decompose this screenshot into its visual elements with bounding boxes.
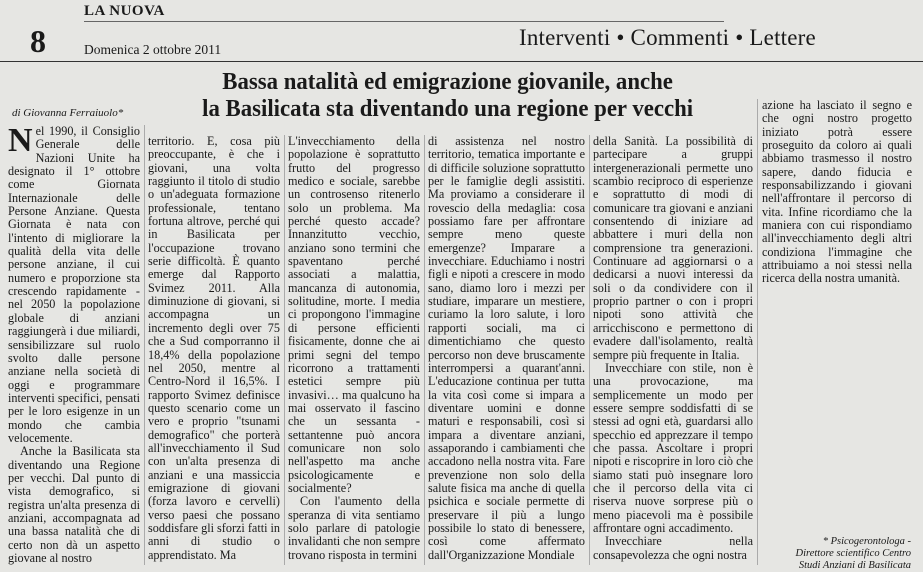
column-divider [757,99,758,565]
masthead [0,0,923,62]
article-paragraph-3: di assistenza nel nostro territorio, tematica importante e di difficile soluzione soprattutto per le famiglie degli assistiti. Ma proviamo a considerare il rovescio della medaglia: cosa possiamo fare per affrontare sempre meno queste emergenze? Imparare a invecchiare. Educhiamo i nostri figli e nipoti a crescere in modo sano, diamo loro i mezzi per studiare, imparare un mestiere, curiamo la loro salute, i loro rapporti sociali, ma ci dimentichiamo che questo percorso non deve bruscamente interrompersi a quarant'anni. L'educazione continua per tutta la vita così come si impara a diventare uomini e donne maturi e responsabili, così si impara a diventare anziani, assaporando i cambiamenti che accadono nella nostra vita. Fare prevenzione non solo della salute fisica ma anche di quella psichica e sociale permette di preservare il più a lungo possibile lo stato di benessere, così come affermato dall'Organizzazione Mondiale [428,135,585,562]
article-paragraph-2: L'invecchiamento della popolazione è soprattutto frutto del progresso medico e sociale, sarebbe un controsenso ritenerlo solo un problema. Ma perché questo accade? Innanzitutto vecchio, anziano sono termini che spaventano perché associati a malattia, mancanza di autonomia, solitudine, morte. I media ci propongono l'immagine di persone efficienti fisicamente, donne che ai primi segni del tempo ricorrono a trattamenti estetici sempre più invasivi… ma qualcuno ha mai osservato il fascino che un sessanta - settantenne può ancora comunicare non solo nell'aspetto ma anche psicologicamente e socialmente? [288,135,420,495]
column-divider [589,135,590,565]
article-column-2 [148,135,280,567]
article-column-6 [762,99,912,529]
article-paragraph-2: territorio. E, cosa più preoccupante, è che i giovani, una volta raggiunto il titolo di studio o un'adeguata formazione professionale, tentano fortuna altrove, perché qui in Basilicata per l'occupazione trovano serie difficoltà. È quanto emerge dal Rapporto Svimez 2011. Alla diminuzione di giovani, si accompagna un incremento degli over 75 che a Sud comporranno il 18,4% della popolazione nel 2050, mentre al Centro-Nord il 16,5%. I rapporto Svimez definisce questo scenario come un vero e proprio "tsunami demografico" che porterà all'invecchiamento il Sud con un'alta presenza di anziani e una massiccia emigrazione di giovani (forza lavoro e cervelli) verso paesi che possano soddisfare gli sforzi fatti in anni di studio o apprendistato. Ma [148,135,280,562]
dropcap: N [8,125,33,159]
article-paragraph-5: Invecchiare nella consapevolezza che ogni nostra [593,534,753,562]
article-column-1 [8,125,140,567]
headline-line-2: la Basilicata sta diventando una regione per vecchi [202,95,694,122]
section-title: Interventi • Commenti • Lettere [519,25,816,50]
column-divider [144,125,145,565]
article-column-5 [593,135,753,567]
column-divider [424,135,425,565]
issue-date: Domenica 2 ottobre 2011 [84,42,222,57]
header-rule [0,61,923,62]
article-column-4 [428,135,585,567]
newspaper-logo: LA NUOVA [84,3,165,19]
signature-line-1: * Psicogerontologa - [822,536,911,547]
article-paragraph-3: Con l'aumento della speranza di vita sentiamo solo parlare di patologie invalidanti che non sempre trovano risposta in termini [288,494,420,562]
article-paragraph-3: della Sanità. La possibilità di partecipare a gruppi intergenerazionali permette uno scambio reciproco di esperienze e soprattutto di modi di comunicare tra giovani e anziani consentendo di iniziare ad abbattere i muri della non comprensione tra generazioni. Continuare ad aggiornarsi o a dedicarsi a nuovi interessi da soli o da condividere con il proprio partner o con i propri nipoti sono attività che arricchiscono e permettono di evadere dall'isolamento, realtà sempre più frequente in Italia. [593,135,753,362]
article-paragraph-5: azione ha lasciato il segno e che ogni nostro progetto iniziato potrà essere proseguito da coloro ai quali abbiamo trasmesso il nostro sapere, dando fiducia e responsabilizzando i giovani nell'affrontare il percorso di vita. Infine ricordiamo che la maniera con cui rispondiamo all'invecchiamento degli altri condiziona l'immagine che attribuiamo a noi stessi nella ricerca della nostra umanità. [762,99,912,286]
article-paragraph-1: Nel 1990, il Consiglio Generale delle Nazioni Unite ha designato il 1° ottobre come Giornata Internazionale delle Persone Anziane. Questa Giornata è nata con l'intento di migliorare la qualità della vita delle persone anziane, il cui numero e proporzione sta crescendo rapidamente - nel 2050 la popolazione globale di anziani raggiungerà i due miliardi, sensibilizzare sul ruolo svolto dalle persone anziane nella società di oggi e programmare interventi specifici, pensati per le loro esigenze in un mondo che cambia velocemente. [8,125,140,445]
article-paragraph-2: Anche la Basilicata sta diventando una Regione per vecchi. Dal punto di vista demografico, si registra un'alta presenza di anziani, accompagnata ad una bassa natalità che di certo non dà un aspetto giovane al nostro [8,444,140,565]
article-headline [150,68,745,122]
signature-line-2: Direttore scientifico Centro [795,548,911,559]
article-paragraph-4: Invecchiare con stile, non è una provocazione, ma semplicemente un modo per essere sempre soddisfatti di se stessi ad ogni età, guardarsi allo specchio ed apprezzare il tempo che passa. Ascoltare i propri nipoti e riscoprire in loro ciò che siamo stati può insegnare loro che il percorso della vita ci riserva nuove sorprese più o meno piacevoli ma è possibile affrontare ogni accadimento. [593,360,753,535]
headline-line-1: Bassa natalità ed emigrazione giovanile, anche [222,68,673,95]
logo-underline [84,21,724,22]
article-column-3 [288,135,420,567]
byline: di Giovanna Ferraiuolo* [12,107,124,119]
column-divider [284,135,285,565]
page-number: 8 [30,23,46,59]
signature-line-3: Studi Anziani di Basilicata [798,560,911,571]
